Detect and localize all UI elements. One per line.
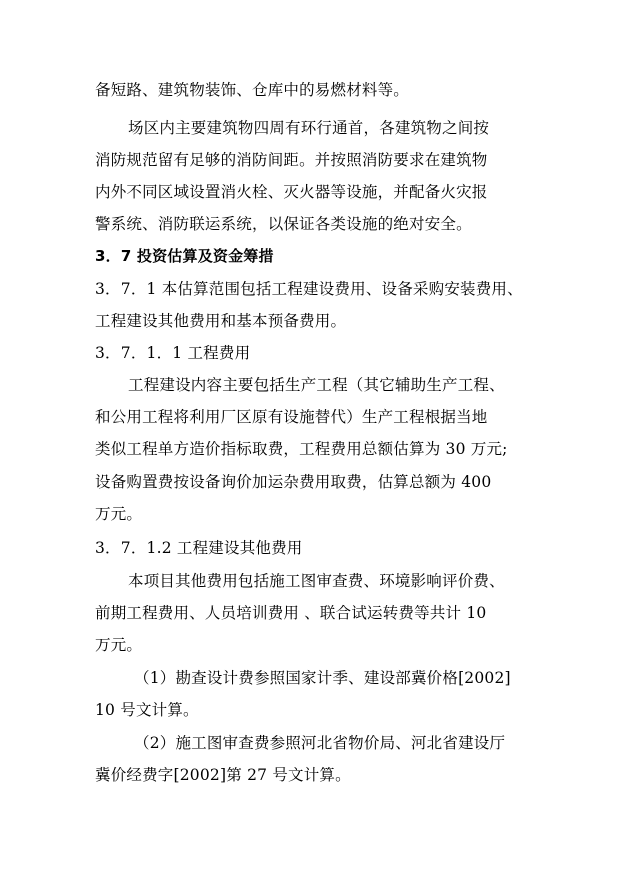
paragraph-line: 设备购置费按设备询价加运杂费用取费，估算总额为 400 [95,473,492,491]
paragraph-line: 类似工程单方造价指标取费，工程费用总额估算为 30 万元; [95,440,508,458]
list-item-line: （2）施工图审查费参照河北省物价局、河北省建设厅 [134,734,506,752]
paragraph-line: 内外不同区域设置消火栓、灭火器等设施，并配备火灾报 [95,183,488,201]
paragraph-line: 万元。 [95,505,143,523]
paragraph-line: 场区内主要建筑物四周有环行通首，各建筑物之间按 [128,119,490,137]
paragraph-line: 工程建设其他费用和基本预备费用。 [95,312,347,330]
list-item-line: （1）勘查设计费参照国家计季、建设部冀价格[2002] [134,669,511,687]
subsection-heading: 3．7．1．1 工程费用 [95,344,251,362]
paragraph-line: 和公用工程将利用厂区原有设施替代）生产工程根据当地 [95,408,488,426]
subsection-heading: 3．7．1.2 工程建设其他费用 [95,539,303,557]
paragraph-line: 警系统、消防联运系统，以保证各类设施的绝对安全。 [95,215,472,233]
paragraph-line: 3．7．1 本估算范围包括工程建设费用、设备采购安装费用、 [95,280,523,298]
paragraph-line: 本项目其他费用包括施工图审查费、环境影响评价费、 [128,572,505,590]
list-item-line: 10 号文计算。 [95,701,199,719]
paragraph-line: 备短路、建筑物装饰、仓库中的易燃材料等。 [95,81,410,99]
paragraph-line: 前期工程费用、人员培训费用 、联合试运转费等共计 10 [95,604,487,622]
paragraph-line: 工程建设内容主要包括生产工程（其它辅助生产工程、 [128,376,505,394]
section-heading: 3．7 投资估算及资金筹措 [95,247,274,265]
list-item-line: 冀价经费字[2002]第 27 号文计算。 [95,766,351,784]
paragraph-line: 消防规范留有足够的消防间距。并按照消防要求在建筑物 [95,151,488,169]
paragraph-line: 万元。 [95,636,143,654]
